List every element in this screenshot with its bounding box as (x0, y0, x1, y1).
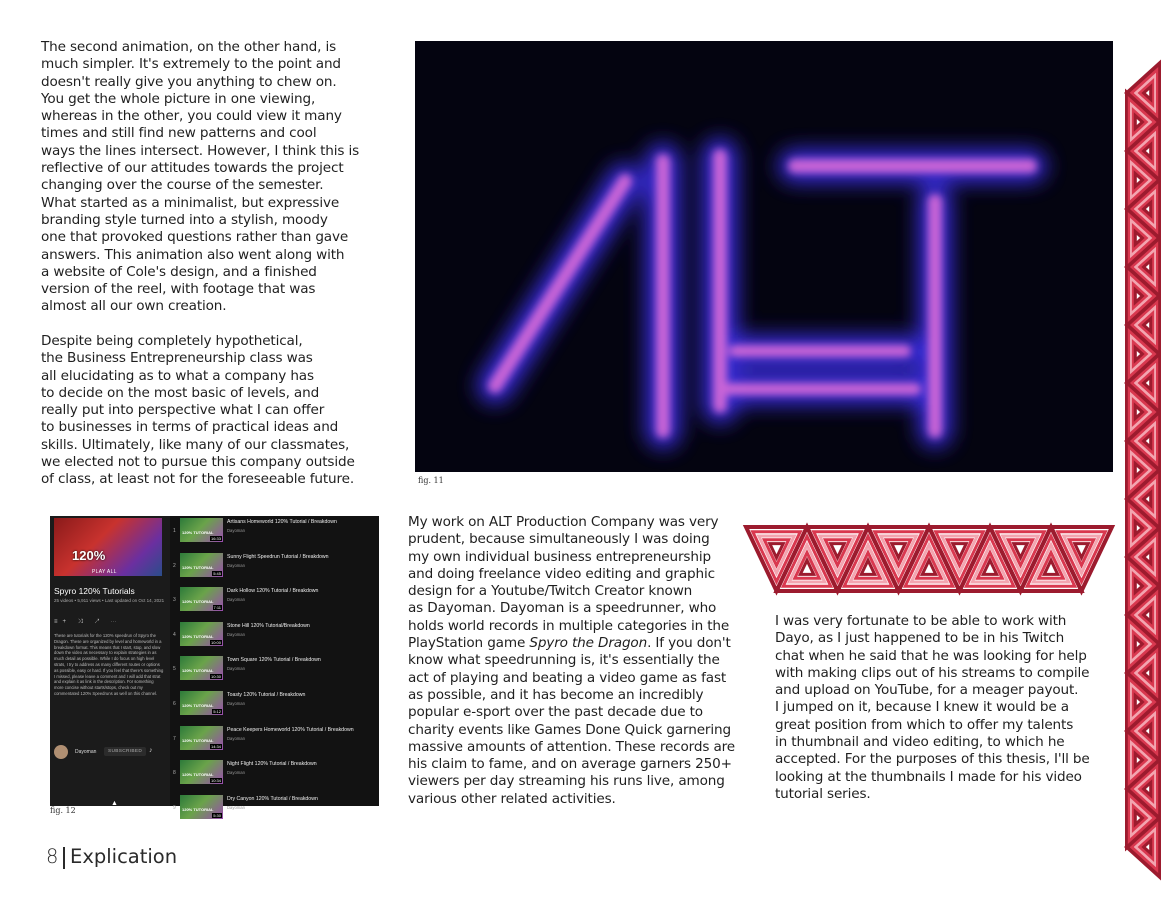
video-duration: 14:34 (210, 743, 221, 749)
video-duration: 10:30 (210, 674, 221, 680)
playlist-sidebar (50, 516, 170, 806)
video-title[interactable]: Stone Hill 120% Tutorial/Breakdown (227, 622, 310, 629)
list-item[interactable] (171, 585, 379, 619)
video-thumbnail[interactable] (180, 726, 223, 750)
fig12-caption: fig. 12 (50, 806, 76, 815)
video-channel[interactable]: Dayoman (227, 631, 245, 637)
video-title[interactable]: Town Square 120% Tutorial / Breakdown (227, 657, 321, 664)
video-title[interactable]: Peace Keepers Homeworld 120% Tutorial / Breakdown (227, 726, 354, 733)
video-title[interactable]: Artisans Homeworld 120% Tutorial / Breakdown (227, 519, 337, 525)
game-title-italic: Spyro the Dragon (529, 635, 648, 652)
section-title: Explication (70, 845, 178, 868)
thumbnail-label: 120% TUTORIAL (182, 633, 214, 639)
video-duration: 16:33 (210, 536, 221, 541)
video-index: 9 (173, 804, 176, 811)
list-item[interactable] (171, 516, 379, 550)
subscribe-button[interactable]: SUBSCRIBED (104, 747, 146, 756)
video-thumbnail[interactable] (180, 518, 223, 542)
footer-divider (63, 847, 65, 869)
play-all-button[interactable]: PLAY ALL (92, 569, 117, 575)
video-channel[interactable]: Dayoman (227, 804, 245, 810)
video-index: 3 (173, 597, 176, 604)
video-channel[interactable]: Dayoman (227, 562, 245, 568)
video-duration: 7:11 (213, 605, 221, 611)
body-paragraph-3 (408, 514, 750, 808)
video-thumbnail[interactable] (180, 553, 223, 577)
thumbnail-label: 120% TUTORIAL (182, 599, 214, 605)
thumbnail-label: 120% TUTORIAL (182, 772, 214, 778)
video-channel[interactable]: Dayoman (227, 770, 245, 776)
list-item[interactable] (171, 689, 379, 723)
video-thumbnail[interactable] (180, 795, 223, 819)
thumbnail-label: 120% TUTORIAL (182, 737, 214, 743)
video-duration: 10:34 (210, 778, 221, 784)
list-item[interactable] (171, 654, 379, 688)
video-channel[interactable]: Dayoman (227, 735, 245, 741)
paragraph-3-text-b: . If you don't know what speedrunning is, it's essentially the act of playing and beating a video game as fast as possible, and it has become an incredibly popular e-sport over the past decade due to charity events like Games Done Quick garnering massive amounts of attention. These records are his claim to fame, and on average garners 250+ viewers per day streaming his runs live, among various other related activities. (408, 635, 735, 807)
list-item[interactable] (171, 620, 379, 654)
video-duration: 10:00 (210, 639, 221, 645)
video-title[interactable]: Dark Hollow 120% Tutorial / Breakdown (227, 588, 319, 595)
video-channel[interactable]: Dayoman (227, 528, 245, 533)
triangle-pattern-horizontal (746, 525, 1112, 595)
playlist-action-icons[interactable]: ≡+ ⤨ ↗ ⋯ (54, 619, 122, 625)
video-channel[interactable]: Dayoman (227, 666, 245, 672)
fig11-caption: fig. 11 (418, 476, 444, 485)
video-title[interactable]: Toasty 120% Tutorial / Breakdown (227, 692, 306, 698)
neon-alt-logo (415, 41, 1113, 472)
fig11-neon-image (415, 41, 1113, 472)
bell-icon[interactable]: ♪ (149, 747, 153, 754)
avatar[interactable] (54, 745, 68, 759)
body-paragraph-2: Despite being completely hypothetical, the Business Entrepreneurship class was all elucidating as to what a company has to decide on the most basic of levels, and really put into perspective what I can offer to businesses in terms of practical ideas and skills. Ultimately, like many of our classmates, we elected not to pursue this company outside of class, at least not for the foreseeable future. (41, 333, 355, 488)
video-duration: 5:12 (213, 709, 221, 714)
list-item[interactable] (171, 551, 379, 585)
thumbnail-label: 120% TUTORIAL (182, 530, 214, 535)
thumbnail-label: 120% TUTORIAL (182, 703, 214, 708)
video-index: 5 (173, 666, 176, 673)
video-channel[interactable]: Dayoman (227, 597, 245, 603)
body-paragraph-1: The second animation, on the other hand, is much simpler. It's extremely to the point and doesn't really give you anything to chew on. You get the whole picture in one viewing, whereas in the other, you could view it many times and still find new patterns and cool ways the lines intersect. However, I think this is reflective of our attitudes towards the project changing over the course of the semester. What started as a minimalist, but expressive branding style turned into a stylish, moody one that provoked questions rather than gave answers. This animation also went along with a website of Cole's design, and a finished version of the reel, with footage that was almost all our own creation. (41, 39, 360, 315)
video-thumbnail[interactable] (180, 587, 223, 611)
playlist-video-list (171, 516, 379, 818)
video-thumbnail[interactable] (180, 622, 223, 646)
video-duration: 5:45 (213, 570, 221, 576)
list-item[interactable] (171, 793, 379, 827)
thumbnail-label: 120% TUTORIAL (182, 806, 214, 812)
video-channel[interactable]: Dayoman (227, 701, 245, 706)
video-thumbnail[interactable] (180, 691, 223, 715)
list-item[interactable] (171, 724, 379, 758)
body-paragraph-4: I was very fortunate to be able to work with Dayo, as I just happened to be in his Twitch chat when he said that he was looking for help with making clips out of his streams to compile and upload on YouTube, for a meager payout. I jumped on it, because I knew it would be a great position from which to offer my talents in thumbnail and video editing, to which he accepted. For the purposes of this thesis, I'll be looking at the thumbnails I made for his video tutorial series. (775, 613, 1090, 802)
video-index: 2 (173, 562, 176, 569)
paragraph-3-text-a: My work on ALT Production Company was very prudent, because simultaneously I was doing my own individual business entrepreneurship and doing freelance video editing and graphic design for a Youtube/Twitch Creator known as Dayoman. Dayoman is a speedrunner, who holds world records in multiple categories in the PlayStation game (408, 514, 730, 652)
video-thumbnail[interactable] (180, 760, 223, 784)
video-title[interactable]: Night Flight 120% Tutorial / Breakdown (227, 761, 317, 768)
video-thumbnail[interactable] (180, 656, 223, 680)
video-index: 7 (173, 735, 176, 742)
page-number: 8 (46, 845, 59, 868)
playlist-title: Spyro 120% Tutorials (54, 586, 135, 596)
playlist-owner[interactable]: Dayoman (75, 749, 97, 755)
triangle-pattern-vertical (1125, 64, 1161, 876)
video-duration: 5:30 (213, 812, 221, 818)
video-index: 8 (173, 770, 176, 777)
playlist-banner-image (54, 518, 162, 576)
thumbnail-label: 120% TUTORIAL (182, 564, 214, 570)
video-index: 4 (173, 631, 176, 638)
list-item[interactable] (171, 758, 379, 792)
video-title[interactable]: Sunny Flight Speedrun Tutorial / Breakdown (227, 553, 329, 560)
banner-title: 120% (72, 548, 106, 563)
mouse-cursor-icon: ▲ (111, 800, 118, 807)
video-index: 6 (173, 701, 176, 707)
playlist-description: These are tutorials for the 120% speedrun of Spyro the Dragon. These are organized by level and homeworld in a breakdown format. This means that I start, stop, and slow down the video as necessary to explain strategies in as much detail as possible. While I do focus on high level strats, I try to address as many different routes or options as possible, easy or hard. If you feel that there's something I missed, please leave a comment and I will add that strat and explain it as link in the description. For something more concise without starts/stops, check out my commentated 120% Speedruns as well on this channel. (54, 633, 164, 696)
playlist-stats: 25 videos • 5,911 views • Last updated on Oct 14, 2021 (54, 598, 165, 603)
thumbnail-label: 120% TUTORIAL (182, 668, 214, 674)
video-title[interactable]: Dry Canyon 120% Tutorial / Breakdown (227, 795, 318, 802)
video-index: 1 (173, 528, 176, 534)
